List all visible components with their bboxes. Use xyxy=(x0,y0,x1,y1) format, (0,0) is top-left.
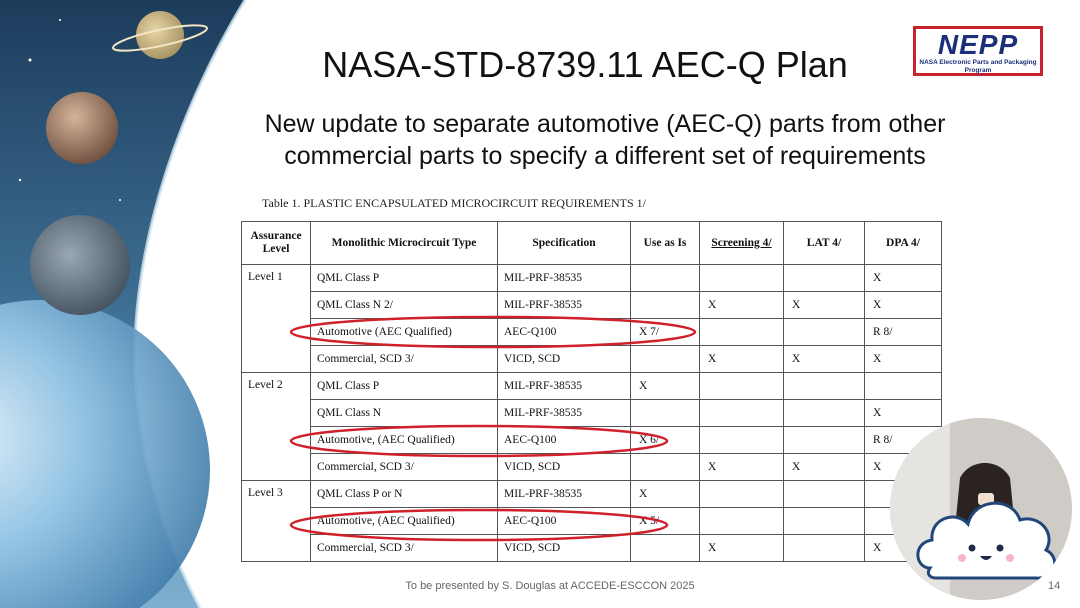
page-number: 14 xyxy=(1048,580,1061,592)
header-specification: Specification xyxy=(498,222,631,265)
header-type: Monolithic Microcircuit Type xyxy=(311,222,498,265)
level-cell: Level 1 xyxy=(242,265,311,373)
dpa-cell: X xyxy=(865,400,942,427)
level-cell: Level 3 xyxy=(242,481,311,562)
screening-cell: X xyxy=(700,292,784,319)
spec-cell: MIL-PRF-38535 xyxy=(498,400,631,427)
type-cell: QML Class N 2/ xyxy=(311,292,498,319)
level-cell: Level 2 xyxy=(242,373,311,481)
dpa-cell: R 8/ xyxy=(865,427,942,454)
slide-title: NASA-STD-8739.11 AEC-Q Plan xyxy=(322,44,848,85)
spec-cell: MIL-PRF-38535 xyxy=(498,481,631,508)
dpa-cell: X xyxy=(865,535,942,562)
spec-cell: MIL-PRF-38535 xyxy=(498,265,631,292)
subtitle-line-2: commercial parts to specify a different set of requirements xyxy=(284,142,926,170)
header-use-as-is: Use as Is xyxy=(631,222,700,265)
type-cell: QML Class P xyxy=(311,373,498,400)
spec-cell: MIL-PRF-38535 xyxy=(498,292,631,319)
header-lat: LAT 4/ xyxy=(784,222,865,265)
dpa-cell: X xyxy=(865,265,942,292)
logo-sub-text: NASA Electronic Parts and Packaging Program xyxy=(919,59,1037,74)
type-cell: QML Class P or N xyxy=(311,481,498,508)
spec-cell: VICD, SCD xyxy=(498,535,631,562)
lat-cell: X xyxy=(784,346,865,373)
header-assurance-line-1: Assurance xyxy=(250,230,302,242)
highlight-oval-level-2 xyxy=(291,426,667,456)
use-cell: X xyxy=(631,373,700,400)
spec-cell: MIL-PRF-38535 xyxy=(498,373,631,400)
highlight-oval-level-1 xyxy=(291,317,695,347)
presenter-cloud-avatar-icon xyxy=(890,418,1072,600)
spec-cell: AEC-Q100 xyxy=(498,508,631,535)
use-cell: X 6/ xyxy=(631,427,700,454)
type-cell: QML Class P xyxy=(311,265,498,292)
dpa-cell: X xyxy=(865,346,942,373)
use-cell: X 7/ xyxy=(631,319,700,346)
type-cell: Automotive, (AEC Qualified) xyxy=(311,427,498,454)
lat-cell: X xyxy=(784,292,865,319)
slide-footer: To be presented by S. Douglas at ACCEDE-ESCCON 2025 xyxy=(405,580,695,592)
spec-cell: VICD, SCD xyxy=(498,346,631,373)
type-cell: Automotive (AEC Qualified) xyxy=(311,319,498,346)
header-screening: Screening 4/ xyxy=(700,222,784,265)
webcam-overlay xyxy=(890,418,1072,600)
screening-cell: X xyxy=(700,454,784,481)
type-cell: Commercial, SCD 3/ xyxy=(311,346,498,373)
header-dpa: DPA 4/ xyxy=(865,222,942,265)
logo-main-text: NEPP xyxy=(937,29,1019,60)
type-cell: Commercial, SCD 3/ xyxy=(311,454,498,481)
spec-cell: AEC-Q100 xyxy=(498,319,631,346)
spec-cell: VICD, SCD xyxy=(498,454,631,481)
subtitle-line-1: New update to separate automotive (AEC-Q) parts from other xyxy=(264,110,946,138)
type-cell: Commercial, SCD 3/ xyxy=(311,535,498,562)
header-assurance-line-2: Level xyxy=(262,243,290,255)
screening-cell: X xyxy=(700,346,784,373)
table-caption: Table 1. PLASTIC ENCAPSULATED MICROCIRCUIT REQUIREMENTS 1/ xyxy=(262,196,646,210)
type-cell: QML Class N xyxy=(311,400,498,427)
spec-cell: AEC-Q100 xyxy=(498,427,631,454)
dpa-cell: R 8/ xyxy=(865,319,942,346)
use-cell: X 5/ xyxy=(631,508,700,535)
type-cell: Automotive, (AEC Qualified) xyxy=(311,508,498,535)
dpa-cell: X xyxy=(865,292,942,319)
use-cell: X xyxy=(631,481,700,508)
highlight-oval-level-3 xyxy=(291,510,667,540)
lat-cell: X xyxy=(784,454,865,481)
dpa-cell: X xyxy=(865,454,942,481)
screening-cell: X xyxy=(700,535,784,562)
